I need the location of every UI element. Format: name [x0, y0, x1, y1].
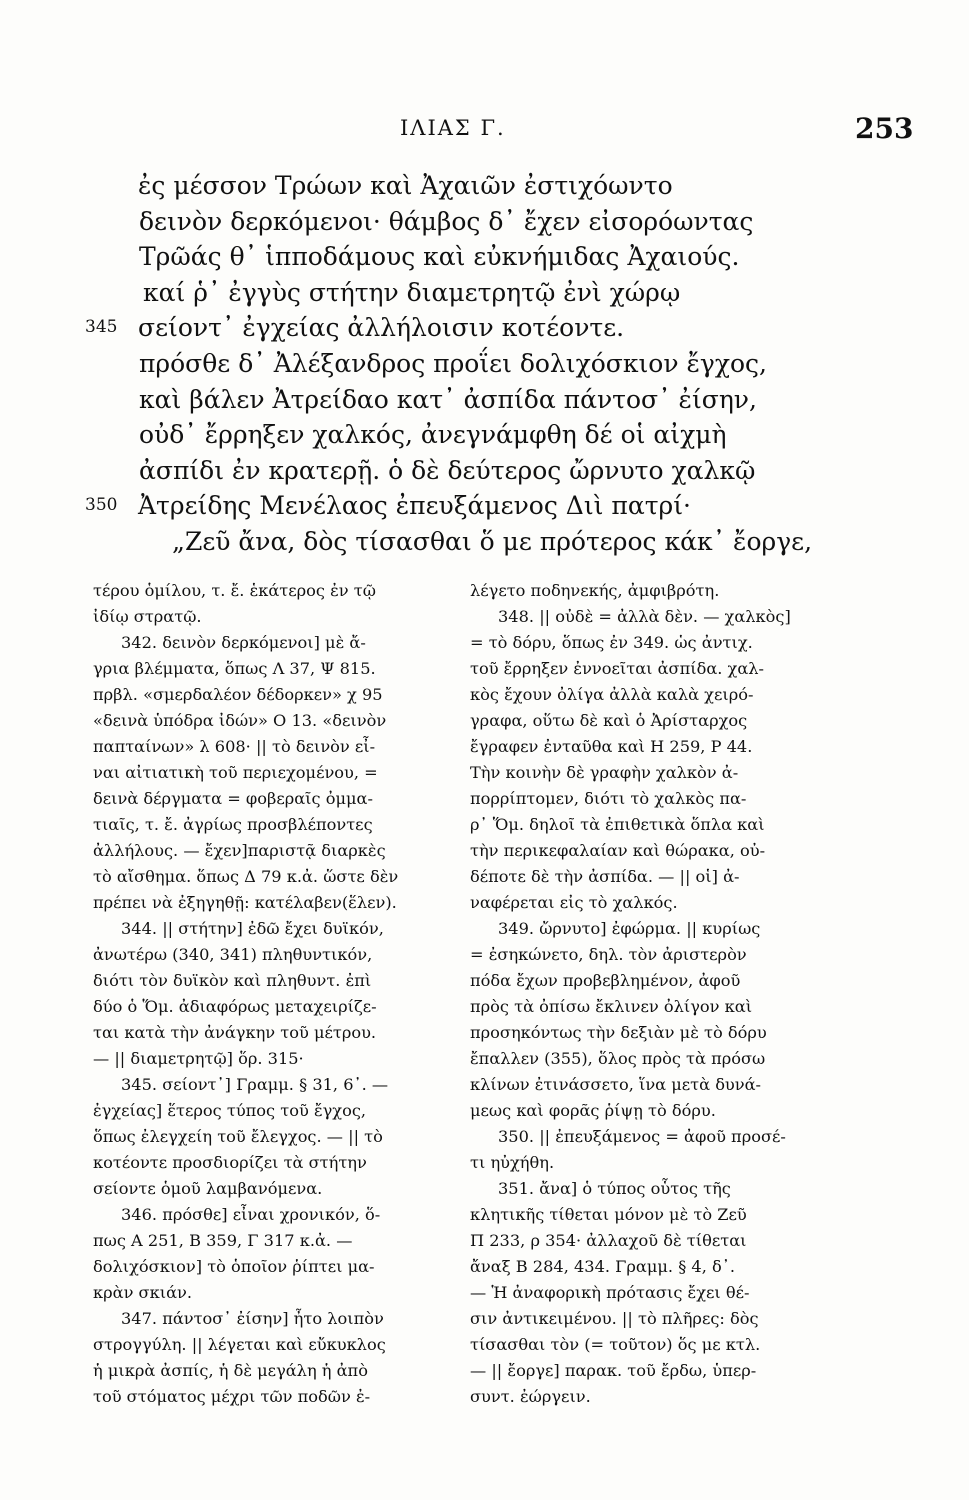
verse-text: „Ζεῦ ἄνα, δὸς τίσασθαι ὅ με πρότερος κάκ᾽ ἔοργε,: [172, 526, 813, 556]
commentary-line: τὸ αἴσθημα. ὅπως Δ 79 κ.ἀ. ὥστε δὲν: [93, 867, 399, 886]
verse-line: [85, 382, 845, 418]
commentary-line: πρέπει νὰ ἐξηγηθῇ: κατέλαβεν(ἕλεν).: [93, 893, 397, 912]
commentary-line: διότι τὸν δυϊκὸν καὶ πληθυντ. ἐπὶ: [93, 971, 372, 990]
commentary-line: γραφα, οὕτω δὲ καὶ ὁ Ἀρίσταρχος: [470, 711, 748, 730]
page-number: 253: [855, 112, 914, 145]
commentary-line: δέποτε δὲ τὴν ἀσπίδα. — || οἱ] ἀ-: [470, 867, 740, 886]
commentary-line: 345. σείοντ᾽] Γραμμ. § 31, 6᾽. —: [121, 1075, 389, 1094]
verse-text: καί ῥ᾽ ἐγγὺς στήτην διαμετρητῷ ἐνὶ χώρῳ: [143, 277, 681, 307]
commentary-line: 344. || στήτην] ἐδῶ ἔχει δυϊκόν,: [121, 919, 384, 938]
commentary-line: πόδα ἔχων προβεβλημένον, ἀφοῦ: [470, 971, 741, 990]
commentary-line: συντ. ἐώργειν.: [470, 1387, 591, 1406]
commentary-line: πως Α 251, Β 359, Γ 317 κ.ἀ. —: [93, 1231, 353, 1250]
commentary-line: παπταίνων» λ 608· || τὸ δεινὸν εἶ-: [93, 737, 376, 756]
verse-text: σείοντ᾽ ἐγχείας ἀλλήλοισιν κοτέοντε.: [138, 313, 625, 343]
commentary-line: τοῦ ἔρρηξεν ἐννοεῖται ἀσπίδα. χαλ-: [470, 659, 765, 678]
commentary-line: Τὴν κοινὴν δὲ γραφὴν χαλκὸν ἀ-: [470, 763, 739, 782]
verse-line: [85, 524, 845, 560]
commentary-line: 347. πάντοσ᾽ ἐίσην] ἦτο λοιπὸν: [121, 1309, 384, 1328]
verse-text: οὐδ᾽ ἔρρηξεν χαλκός, ἀνεγνάμφθη δέ οἱ αἰχμὴ: [139, 420, 727, 450]
commentary-line: δολιχόσκιον] τὸ ὁποῖον ῥίπτει μα-: [93, 1257, 375, 1276]
commentary-line: 346. πρόσθε] εἶναι χρονικόν, ὅ-: [121, 1205, 381, 1224]
verse-text: πρόσθε δ᾽ Ἀλέξανδρος προΐει δολιχόσκιον ἔγχος,: [139, 348, 767, 378]
commentary-line: κλίνων ἐτινάσσετο, ἵνα μετὰ δυνά-: [470, 1075, 762, 1094]
commentary-line: ἄναξ Β 284, 434. Γραμμ. § 4, δ᾽.: [470, 1257, 736, 1276]
page-header: [0, 112, 969, 152]
commentary-line: λέγετο ποδηνεκής, ἀμφιβρότη.: [470, 581, 720, 600]
commentary-line: τίσασθαι τὸν (= τοῦτον) ὅς με κτλ.: [470, 1335, 761, 1354]
verse-line: [85, 346, 845, 382]
commentary-line: κὸς ἔχουν ὀλίγα ἀλλὰ καλὰ χειρό-: [470, 685, 754, 704]
commentary-line: ἔγραφεν ἐνταῦθα καὶ Η 259, Ρ 44.: [470, 737, 753, 756]
commentary-line: 351. ἄνα] ὁ τύπος οὗτος τῆς: [498, 1179, 731, 1198]
commentary-line: «δεινὰ ὑπόδρα ἰδών» Ο 13. «δεινὸν: [93, 711, 387, 730]
verse-line: [85, 168, 845, 204]
verse-number: 350: [85, 495, 118, 516]
commentary-line: τι ηὐχήθη.: [470, 1153, 555, 1172]
verse-line: [85, 310, 845, 346]
commentary-line: ναφέρεται εἰς τὸ χαλκός.: [470, 893, 678, 912]
commentary-line: ἀνωτέρω (340, 341) πληθυντικόν,: [93, 945, 373, 964]
commentary-line: σείοντε ὁμοῦ λαμβανόμενα.: [93, 1179, 323, 1198]
verse-text: Ἀτρείδης Μενέλαος ἐπευξάμενος Διὶ πατρί·: [138, 491, 691, 521]
verse-line: [85, 453, 845, 489]
commentary-left-column: [93, 578, 438, 1410]
verse-line: [85, 204, 845, 240]
verse-line: [85, 417, 845, 453]
commentary-line: ἡ μικρὰ ἀσπίς, ἡ δὲ μεγάλη ἡ ἀπὸ: [93, 1361, 368, 1380]
commentary-line: προσηκόντως τὴν δεξιὰν μὲ τὸ δόρυ: [470, 1023, 767, 1042]
commentary-line: δεινὰ δέργματα = φοβεραῖς ὀμμα-: [93, 789, 373, 808]
commentary-line: — || διαμετρητῷ] ὅρ. 315·: [93, 1049, 304, 1068]
commentary-line: 342. δεινὸν δερκόμενοι] μὲ ἄ-: [121, 633, 366, 652]
commentary-line: — Ἡ ἀναφορικὴ πρότασις ἔχει θέ-: [470, 1283, 750, 1302]
verse-text: καὶ βάλεν Ἀτρείδαο κατ᾽ ἀσπίδα πάντοσ᾽ ἐίσην,: [139, 384, 757, 414]
commentary-line: τὴν περικεφαλαίαν καὶ θώρακα, οὐ-: [470, 841, 766, 860]
commentary-line: γρια βλέμματα, ὅπως Λ 37, Ψ 815.: [93, 659, 376, 678]
commentary-right-column: [470, 578, 825, 1410]
commentary-line: μεως καὶ φορᾶς ῥίψῃ τὸ δόρυ.: [470, 1101, 716, 1120]
commentary-line: = τὸ δόρυ, ὅπως ἐν 349. ὡς ἀντιχ.: [470, 633, 753, 652]
verse-text: Τρῶάς θ᾽ ἱπποδάμους καὶ εὐκνήμιδας Ἀχαιούς.: [139, 242, 740, 272]
commentary-line: ἰδίῳ στρατῷ.: [93, 607, 202, 626]
verse-text: ἐς μέσσον Τρώων καὶ Ἀχαιῶν ἐστιχόωντο: [138, 171, 673, 200]
verse-line: [85, 239, 845, 275]
commentary-line: 348. || οὐδὲ = ἀλλὰ δὲν. — χαλκὸς]: [498, 607, 791, 626]
verse-line: [85, 488, 845, 524]
commentary-line: — || ἔοργε] παρακ. τοῦ ἔρδω, ὑπερ-: [470, 1361, 757, 1380]
commentary-line: 349. ὤρνυτο] ἐφώρμα. || κυρίως: [498, 919, 761, 938]
commentary-line: κοτέοντε προσδιορίζει τὰ στήτην: [93, 1153, 367, 1172]
commentary-line: τοῦ στόματος μέχρι τῶν ποδῶν ἐ-: [93, 1387, 371, 1406]
commentary-line: κλητικῆς τίθεται μόνον μὲ τὸ Ζεῦ: [470, 1205, 747, 1224]
commentary-line: ἔπαλλεν (355), ὅλος πρὸς τὰ πρόσω: [470, 1049, 766, 1068]
commentary-line: ἀλλήλους. — ἔχεν]παριστᾷ διαρκὲς: [93, 841, 386, 860]
verse-text: δεινὸν δερκόμενοι· θάμβος δ᾽ ἔχεν εἰσορόωντας: [139, 206, 754, 236]
commentary-line: Π 233, ρ 354· ἀλλαχοῦ δὲ τίθεται: [470, 1231, 747, 1250]
commentary-line: 350. || ἐπευξάμενος = ἀφοῦ προσέ-: [498, 1127, 786, 1146]
commentary-line: πορρίπτομεν, διότι τὸ χαλκὸς πα-: [470, 789, 747, 808]
commentary-line: τέρου ὁμίλου, τ. ἔ. ἑκάτερος ἐν τῷ: [93, 581, 376, 600]
commentary-line: πρβλ. «σμερδαλέον δέδορκεν» χ 95: [93, 685, 383, 704]
commentary-line: ται κατὰ τὴν ἀνάγκην τοῦ μέτρου.: [93, 1023, 377, 1042]
commentary-line: πρὸς τὰ ὀπίσω ἔκλινεν ὀλίγον καὶ: [470, 997, 753, 1016]
verse-line: [85, 275, 845, 311]
commentary-line: ρ᾽ Ὅμ. δηλοῖ τὰ ἐπιθετικὰ ὅπλα καὶ: [470, 815, 765, 834]
commentary-line: κρὰν σκιάν.: [93, 1283, 192, 1302]
commentary-line: = ἐσηκώνετο, δηλ. τὸν ἀριστερὸν: [470, 945, 747, 964]
commentary-line: τιαῖς, τ. ἔ. ἀγρίως προσβλέποντες: [93, 815, 373, 834]
verse-block: [85, 168, 845, 560]
commentary-line: ὅπως ἐλεγχείη τοῦ ἔλεγχος. — || τὸ: [93, 1127, 383, 1146]
verse-text: ἀσπίδι ἐν κρατερῇ. ὁ δὲ δεύτερος ὤρνυτο χαλκῷ: [139, 455, 756, 485]
verse-number: 345: [85, 317, 118, 338]
commentary-line: σιν ἀντικειμένου. || τὸ πλῆρες: δὸς: [470, 1309, 759, 1328]
commentary-line: ναι αἰτιατικὴ τοῦ περιεχομένου, =: [93, 763, 378, 782]
commentary-line: ἐγχείας] ἕτερος τύπος τοῦ ἔγχος,: [93, 1101, 367, 1120]
commentary-line: στρογγύλη. || λέγεται καὶ εὔκυκλος: [93, 1335, 386, 1354]
commentary-line: δύο ὁ Ὅμ. ἀδιαφόρως μεταχειρίζε-: [93, 997, 377, 1016]
running-title: ΙΛΙΑΣ Γ.: [400, 116, 506, 140]
